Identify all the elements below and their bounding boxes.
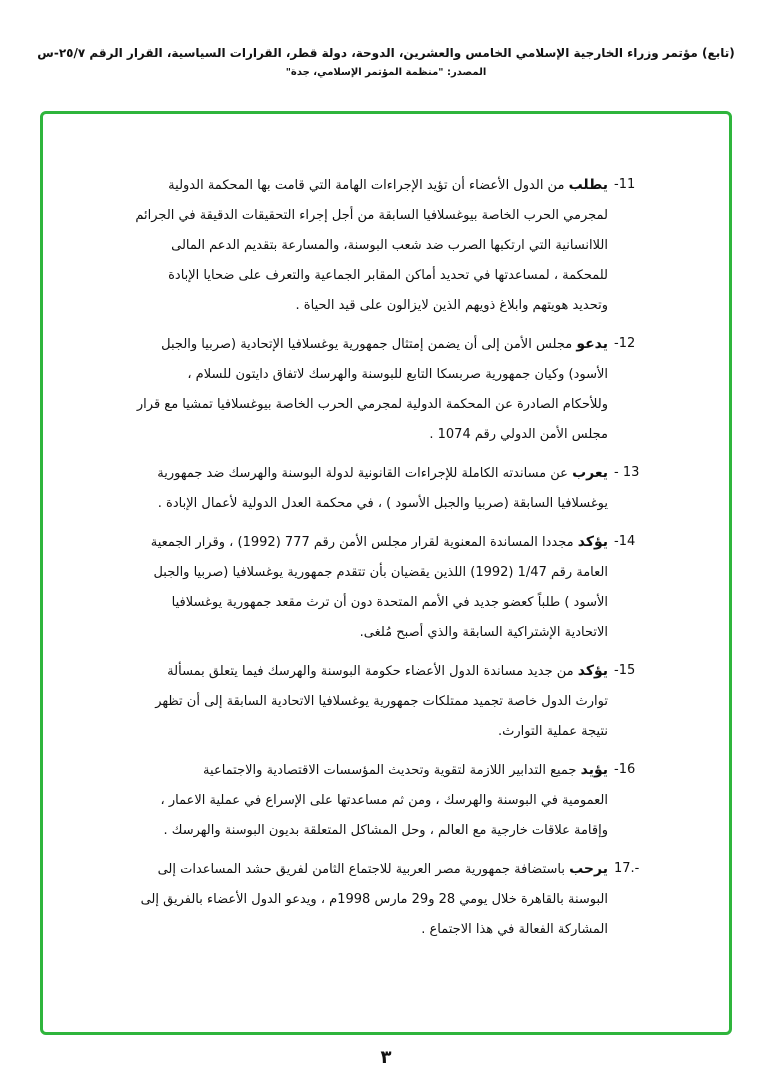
resolution-item [0, 458, 772, 519]
item-number: -12 [614, 336, 636, 351]
item-text: وإقامة علاقات خارجية مع العالم ، وحل المشاكل المتعلقة بديون البوسنة والهرسك . [163, 823, 608, 838]
item-text-line [124, 755, 608, 786]
item-text-line [124, 717, 608, 747]
item-text: العامة رقم 1/47 (1992) اللذين يقضيان بأن تتقدم جمهورية يوغسلافيا (صربيا والجبل [153, 565, 608, 580]
item-text: الاتحادية الإشتراكية السابقة والذي أصبح مُلغى. [359, 625, 608, 640]
item-text-line [124, 588, 608, 618]
item-text-line [124, 618, 608, 648]
item-text-line [124, 201, 608, 231]
item-text: توارث الدول خاصة تجميد ممتلكات جمهورية يوغسلافيا الاتحادية السابقة إلى أن تظهر [155, 694, 608, 709]
item-text-line [124, 558, 608, 588]
item-text-line [124, 231, 608, 261]
item-text-line [124, 291, 608, 321]
resolution-item [0, 329, 772, 450]
resolution-item [0, 755, 772, 846]
item-text: وللأحكام الصادرة عن المحكمة الدولية لمجرمي الحرب الخاصة بيوغسلافيا تمشيا مع قرار [136, 397, 608, 412]
item-text: باستضافة جمهورية مصر العربية للاجتماع الثامن لفريق حشد المساعدات إلى [157, 862, 570, 877]
item-text: نتيجة عملية التوارث. [497, 724, 608, 739]
item-text-line [124, 687, 608, 717]
item-text: من الدول الأعضاء أن تؤيد الإجراءات الهامة التي قامت بها المحكمة الدولية [168, 178, 569, 193]
item-text-line [124, 170, 608, 201]
item-text-line [124, 527, 608, 558]
item-text: الأسود) وكيان جمهورية صربسكا التابع للبوسنة والهرسك لاتفاق دايتون للسلام ، [187, 367, 608, 382]
document-source: المصدر: "منظمة المؤتمر الإسلامي، جدة" [285, 67, 487, 78]
item-text: المشاركة الفعالة في هذا الاجتماع . [421, 922, 608, 937]
item-text: عن مساندته الكاملة للإجراءات القانونية لدولة البوسنة والهرسك ضد جمهورية [157, 466, 573, 481]
item-text: من جديد مساندة الدول الأعضاء حكومة البوسنة والهرسك فيما يتعلق بمسألة [167, 664, 578, 679]
item-text-line [124, 329, 608, 360]
item-text: مجلس الأمن إلى أن يضمن إمتثال جمهورية يوغسلافيا الإتحادية (صربيا والجبل [161, 337, 577, 352]
item-text: اللاانسانية التي ارتكبها الصرب ضد شعب البوسنة، والمسارعة بتقديم الدعم المالى [171, 238, 608, 253]
resolution-item [0, 656, 772, 747]
item-text-line [124, 656, 608, 687]
item-text-line [124, 816, 608, 846]
item-text: مجددا المساندة المعنوية لقرار مجلس الأمن رقم 777 (1992) ، وقرار الجمعية [150, 535, 578, 550]
item-text: الأسود ) طلباً كعضو جديد في الأمم المتحدة دون أن ترث مقعد جمهورية يوغسلافيا [171, 595, 608, 610]
item-text-line [124, 420, 608, 450]
item-verb: يعرب [572, 465, 608, 481]
item-text-line [124, 915, 608, 945]
item-text-line [124, 786, 608, 816]
document-header-title: (تابع) مؤتمر وزراء الخارجية الإسلامي الخامس والعشرين، الدوحة، دولة قطر، القرارات السياسية، القرار الرقم ٢٥/٧-س [37, 46, 735, 60]
item-text: يوغسلافيا السابقة (صربيا والجبل الأسود ) ، في محكمة العدل الدولية لأعمال الإبادة . [157, 496, 608, 511]
item-verb: يطلب [568, 177, 608, 193]
item-text: لمجرمي الحرب الخاصة بيوغسلافيا السابقة من أجل إجراء التحقيقات الدقيقة في الجرائم [135, 208, 608, 223]
item-verb: يرحب [569, 861, 608, 877]
item-number: -11 [614, 177, 636, 192]
resolution-item [0, 527, 772, 648]
item-number: -15 [614, 663, 636, 678]
item-number: -16 [614, 762, 636, 777]
item-text-line [124, 261, 608, 291]
item-text: جميع التدابير اللازمة لتقوية وتحديث المؤسسات الاقتصادية والاجتماعية [203, 763, 581, 778]
resolution-items [0, 170, 772, 953]
item-verb: يؤكد [577, 534, 608, 550]
item-verb: يدعو [576, 336, 608, 352]
item-text-line [124, 854, 608, 885]
item-number: - 13 [614, 465, 640, 480]
item-text: البوسنة بالقاهرة خلال يومي 28 و29 مارس 1998م ، ويدعو الدول الأعضاء بالفريق إلى [140, 892, 608, 907]
item-verb: يؤكد [577, 663, 608, 679]
page-number: ٣ [380, 1047, 392, 1068]
item-text: وتحديد هويتهم وابلاغ ذويهم الذين لايزالون على قيد الحياة . [295, 298, 608, 313]
item-text: للمحكمة ، لمساعدتها في تحديد أماكن المقابر الجماعية والتعرف على ضحايا الإبادة [168, 268, 608, 283]
item-text-line [124, 489, 608, 519]
item-text-line [124, 360, 608, 390]
item-text-line [124, 885, 608, 915]
resolution-item [0, 854, 772, 945]
item-text-line [124, 458, 608, 489]
item-number: -14 [614, 534, 636, 549]
item-number: 17.- [614, 861, 640, 876]
document-header [30, 44, 742, 80]
item-text: العمومية في البوسنة والهرسك ، ومن ثم مساعدتها على الإسراع في عملية الاعمار ، [160, 793, 608, 808]
item-verb: يؤيد [580, 762, 608, 778]
resolution-item [0, 170, 772, 321]
item-text: مجلس الأمن الدولي رقم 1074 . [429, 427, 608, 442]
item-text-line [124, 390, 608, 420]
